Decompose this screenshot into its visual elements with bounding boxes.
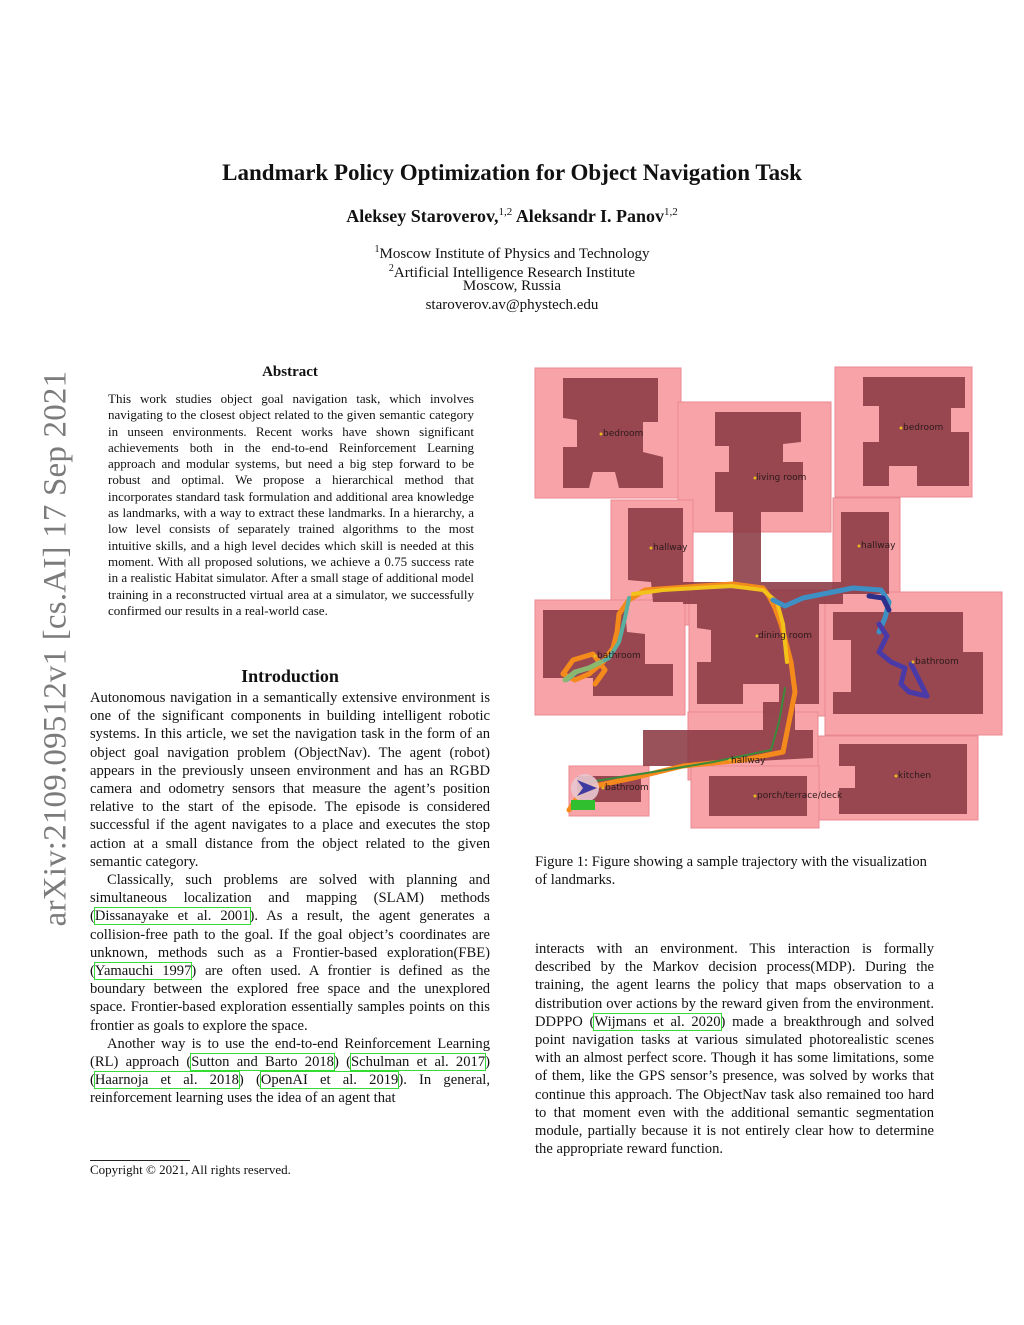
citation-openai[interactable]: OpenAI et al. 2019 (260, 1072, 399, 1089)
authors (0, 206, 1024, 227)
paper-title: Landmark Policy Optimization for Object Navigation Task (222, 160, 802, 185)
landmark-map (533, 362, 1005, 832)
intro-paragraph-continued: interacts with an environment. This interaction is formally described by the Markov decision process(MDP). During the training, the agent learns the policy that maps observation to a distribution over actions by the reward given from the environment. DDPPO (Wijmans et al. 2020) made a breakthrough and solved point navigation tasks at various simulated photorealistic scenes with an almost perfect score. Though it has some limitations, some of them, like the GPS sensor’s presence, was solved by works that continue this approach. The ObjectNav task also remained too hard to that moment even with the additional semantic segmentation module, partially because it is not entirely clear how to determine the appropriate reward function. (535, 941, 934, 1158)
label-dining-room: dining room (758, 631, 812, 641)
floor-bathroom-right (833, 612, 983, 714)
author-1-affil: 1,2 (498, 206, 513, 218)
citation-dissanayake[interactable]: Dissanayake et al. 2001 (94, 908, 250, 925)
label-bedroom-left: bedroom (603, 429, 644, 439)
citation-wijmans[interactable]: Wijmans et al. 2020 (594, 1013, 721, 1030)
citation-schulman[interactable]: Schulman et al. 2017 (350, 1054, 486, 1071)
label-hallway-right: hallway (861, 541, 896, 551)
figure-caption: Figure 1: Figure showing a sample trajectory with the visualization of landmarks. (535, 854, 927, 888)
label-living-room: living room (756, 473, 807, 483)
author-2: Aleksandr I. Panov (515, 206, 665, 226)
trajectory-figure (533, 362, 1005, 837)
email[interactable]: staroverov.av@phystech.edu (425, 297, 599, 313)
affiliation-2: $^2$Artificial Intelligence Research Institute (388, 263, 636, 281)
arxiv-id-text: arXiv:2109.09512v1 [cs.AI] 17 Sep 2021 (37, 370, 74, 927)
author-2-affil: 1,2 (664, 206, 678, 218)
label-bathroom-bottom: bathroom (605, 783, 649, 793)
label-bathroom-right: bathroom (915, 657, 959, 667)
citation-sutton-barto[interactable]: Sutton and Barto 2018 (191, 1054, 334, 1071)
citation-yamauchi[interactable]: Yamauchi 1997 (94, 963, 192, 980)
author-1: Aleksey Staroverov, (346, 206, 499, 226)
left-column (90, 689, 490, 1108)
footnote-rule (90, 1160, 190, 1161)
copyright-notice: Copyright © 2021, All rights reserved. (90, 1162, 291, 1177)
abstract-text: This work studies object goal navigation task, which involves navigating to the closest object related to the given semantic category in unseen environments. Recent works have shown significant achievements both in the end-to-end Reinforcement Learning approach and modular systems, but need a big step forward to be robust and optimal. We propose a hierarchical method that incorporates standard task formulation and additional area knowledge as landmarks, with a way to extract these landmarks. In a hierarchy, a low level consists of separately trained algorithms to the most intuitive skills, and a high level decides which skill is needed at this moment. With all proposed solutions, we achieve a 0.75 success rate in a realistic Habitat simulator. After a small stage of additional model training in a reconstructed virtual area at a simulator, we successfully confirmed our results in a real-world case. (108, 391, 474, 618)
label-bedroom-right: bedroom (903, 423, 944, 433)
intro-paragraph-2: Classically, such problems are solved with planning and simultaneous localization and mapping (SLAM) methods (Dissanayake et al. 2001). As a result, the agent generates a collision-free path to the goal. If the goal object’s coordinates are unknown, methods such as a Frontier-based exploration(FBE) (Yamauchi 1997) are often used. A frontier is defined as the boundary between the explored free space and the unexplored space. Frontier-based exploration essentially samples points on this frontier as goals to explore the space. (90, 872, 491, 1034)
label-hallway-left: hallway (653, 543, 688, 553)
intro-paragraph-3: Another way is to use the end-to-end Reinforcement Learning (RL) approach (Sutton and Barto 2018) (Schulman et al. 2017) (Haarnoja et al. 2018) (OpenAI et al. 2019). In general, reinforcement learning uses the idea of an agent that (90, 1035, 491, 1107)
label-porch: porch/terrace/deck (757, 791, 843, 801)
abstract-heading: Abstract (262, 364, 318, 380)
label-bathroom-left: bathroom (597, 651, 641, 661)
citation-haarnoja[interactable]: Haarnoja et al. 2018 (94, 1072, 239, 1089)
label-kitchen: kitchen (898, 771, 932, 781)
right-column (535, 940, 934, 1158)
floor-hallway-right (841, 512, 889, 594)
intro-paragraph-1: Autonomous navigation in a semantically extensive environment is one of the significant components in building intelligent robotic systems. In this article, we set the navigation task in the form of an object goal navigation problem (ObjectNav). The agent (robot) appears in the previously unseen environment and has an RGBD camera and odometry sensors that measure the agent’s position relative to the start of the episode. The episode is considered successful if the agent navigates to a place and executes the stop action at a small distance from the object related to the given semantic category. (90, 690, 490, 870)
agent-start-marker (571, 774, 599, 810)
label-hallway-bottom: hallway (731, 756, 766, 766)
affiliation-1: $^1$Moscow Institute of Physics and Technology (374, 244, 650, 262)
location: Moscow, Russia (462, 278, 562, 294)
introduction-heading: Introduction (241, 666, 339, 686)
